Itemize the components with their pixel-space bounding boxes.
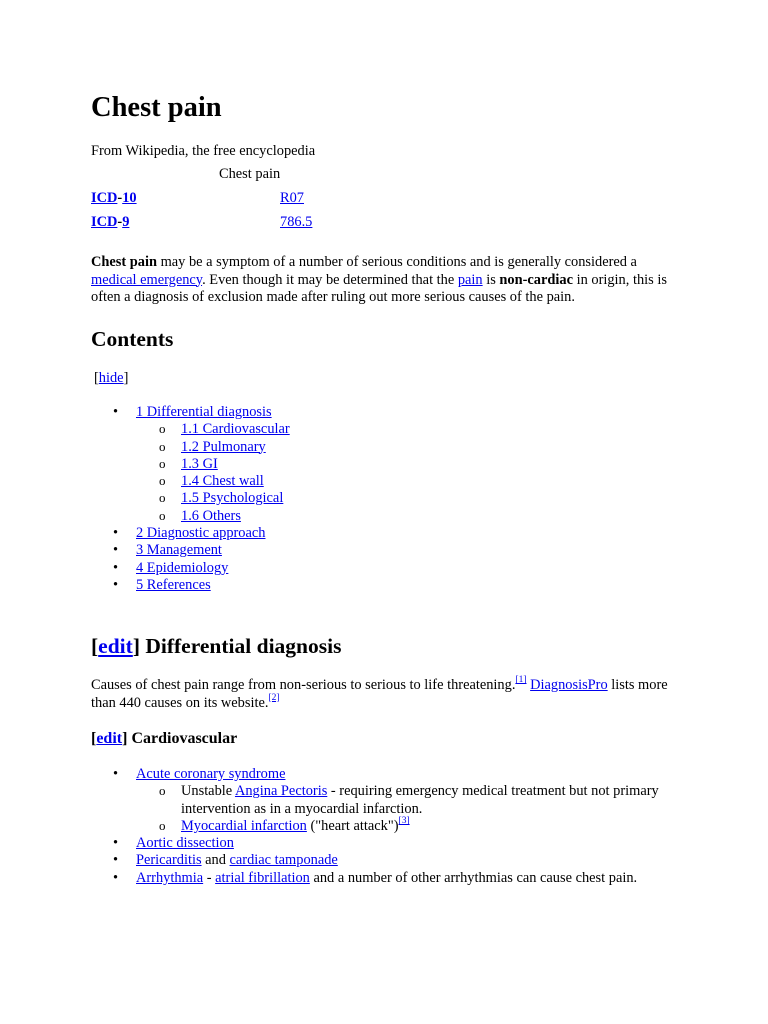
icd-9-code-link[interactable]: 786.5 (280, 214, 313, 230)
icd-10-code-link[interactable]: R07 (280, 190, 304, 206)
toc-bracket: ] (123, 370, 129, 386)
edit-bracket: [ (91, 730, 97, 747)
toc-bracket: [ (94, 370, 99, 386)
item-text: and a number of other arrhythmias can cause chest pain. (309, 869, 638, 886)
section-title: Cardiovascular (127, 730, 238, 747)
arrhythmia-link[interactable]: Arrhythmia (136, 869, 204, 886)
toc-subitem (136, 421, 290, 438)
toc-link-cardiovascular[interactable]: 1.1 Cardiovascular (181, 421, 290, 438)
edit-link[interactable]: edit (96, 730, 123, 747)
toc-sublist (136, 421, 290, 525)
toc-subitem (136, 456, 290, 473)
toc-link-chest-wall[interactable]: 1.4 Chest wall (181, 473, 264, 490)
medical-emergency-link[interactable]: medical emergency (91, 271, 203, 288)
toc-toggle (94, 370, 128, 387)
toc-link-pulmonary[interactable]: 1.2 Pulmonary (181, 438, 266, 455)
pain-link[interactable]: pain (457, 271, 483, 288)
icd-link[interactable]: ICD (91, 214, 118, 230)
toc-subitem (136, 473, 290, 490)
list-item (91, 870, 681, 887)
toc-link-gi[interactable]: 1.3 GI (181, 455, 218, 472)
edit-bracket: ] (132, 634, 140, 658)
toc-link-management[interactable]: 3 Management (136, 542, 222, 559)
toc-link-references[interactable]: 5 References (136, 576, 211, 593)
icd-link[interactable]: ICD (91, 190, 118, 206)
paragraph-text: Causes of chest pain range from non-serious to serious to life threatening. (91, 677, 516, 693)
section-heading-differential-diagnosis (91, 636, 341, 658)
icd-9-link[interactable]: 9 (122, 214, 130, 230)
edit-link[interactable]: edit (98, 634, 133, 658)
icd-separator: - (117, 190, 123, 206)
list-subitem (136, 783, 681, 818)
infobox-row-icd9 (91, 214, 129, 231)
item-text: - requiring emergency medical treatment but not primary intervention as in a myocardial infarction. (181, 783, 659, 817)
toc-item (91, 542, 290, 559)
item-text: and (201, 852, 230, 869)
toc-link-psychological[interactable]: 1.5 Psychological (181, 490, 284, 507)
toc-subitem (136, 490, 290, 507)
toc-link-differential-diagnosis[interactable]: 1 Differential diagnosis (136, 404, 272, 420)
diagnosispro-link[interactable]: DiagnosisPro (530, 677, 608, 693)
subsection-heading-cardiovascular (91, 731, 237, 747)
myocardial-infarction-link[interactable]: Myocardial infarction (181, 817, 307, 834)
aortic-dissection-link[interactable]: Aortic dissection (136, 835, 234, 852)
list-item (91, 852, 681, 869)
intro-text: is (482, 271, 500, 288)
cardiovascular-list (91, 766, 681, 887)
list-item (91, 835, 681, 852)
list-subitem (136, 815, 681, 835)
toc-link-diagnostic-approach[interactable]: 2 Diagnostic approach (136, 525, 266, 542)
list-item (91, 766, 681, 835)
icd-10-link[interactable]: 10 (122, 190, 137, 206)
icd-separator: - (117, 214, 123, 230)
citation-2-link[interactable]: [2] (268, 692, 280, 703)
intro-text: may be a symptom of a number of serious conditions and is generally considered a (156, 254, 637, 270)
item-text: ("heart attack") (306, 817, 399, 834)
section-title: Differential diagnosis (139, 634, 342, 658)
paragraph-text: lists more than 440 causes on its website. (91, 677, 668, 711)
citation-1-link[interactable]: [1] (515, 675, 527, 685)
atrial-fibrillation-link[interactable]: atrial fibrillation (215, 869, 310, 886)
non-cardiac-bold: non-cardiac (499, 271, 573, 288)
toc-subitem (136, 439, 290, 456)
page-title: Chest pain (91, 92, 222, 123)
infobox-row-icd10 (91, 190, 137, 207)
acute-coronary-syndrome-link[interactable]: Acute coronary syndrome (136, 766, 286, 782)
toc-hide-link[interactable]: hide (98, 370, 124, 386)
infobox-caption: Chest pain (219, 166, 281, 182)
acs-sublist (136, 783, 681, 835)
toc-list (91, 404, 290, 594)
edit-bracket: ] (122, 730, 128, 747)
intro-paragraph (91, 254, 681, 307)
citation-3-link[interactable]: [3] (398, 815, 410, 826)
intro-text: . Even though it may be determined that the (202, 271, 458, 288)
cardiac-tamponade-link[interactable]: cardiac tamponade (229, 852, 338, 869)
toc-item (91, 577, 290, 594)
item-text: Unstable (181, 783, 235, 800)
intro-lead-bold: Chest pain (91, 254, 157, 270)
toc-subitem (136, 508, 290, 525)
angina-pectoris-link[interactable]: Angina Pectoris (234, 783, 328, 800)
intro-text: in origin, this is often a diagnosis of exclusion made after ruling out more serious causes of the pain. (91, 271, 667, 305)
pericarditis-link[interactable]: Pericarditis (136, 852, 202, 869)
tagline: From Wikipedia, the free encyclopedia (91, 143, 316, 159)
toc-item (91, 560, 290, 577)
differential-paragraph (91, 677, 681, 712)
toc-item (91, 525, 290, 542)
toc-item (91, 404, 290, 525)
item-text: - (203, 869, 216, 886)
edit-bracket: [ (91, 634, 99, 658)
toc-link-epidemiology[interactable]: 4 Epidemiology (136, 559, 229, 576)
toc-link-others[interactable]: 1.6 Others (181, 507, 241, 524)
toc-heading: Contents (91, 327, 174, 351)
